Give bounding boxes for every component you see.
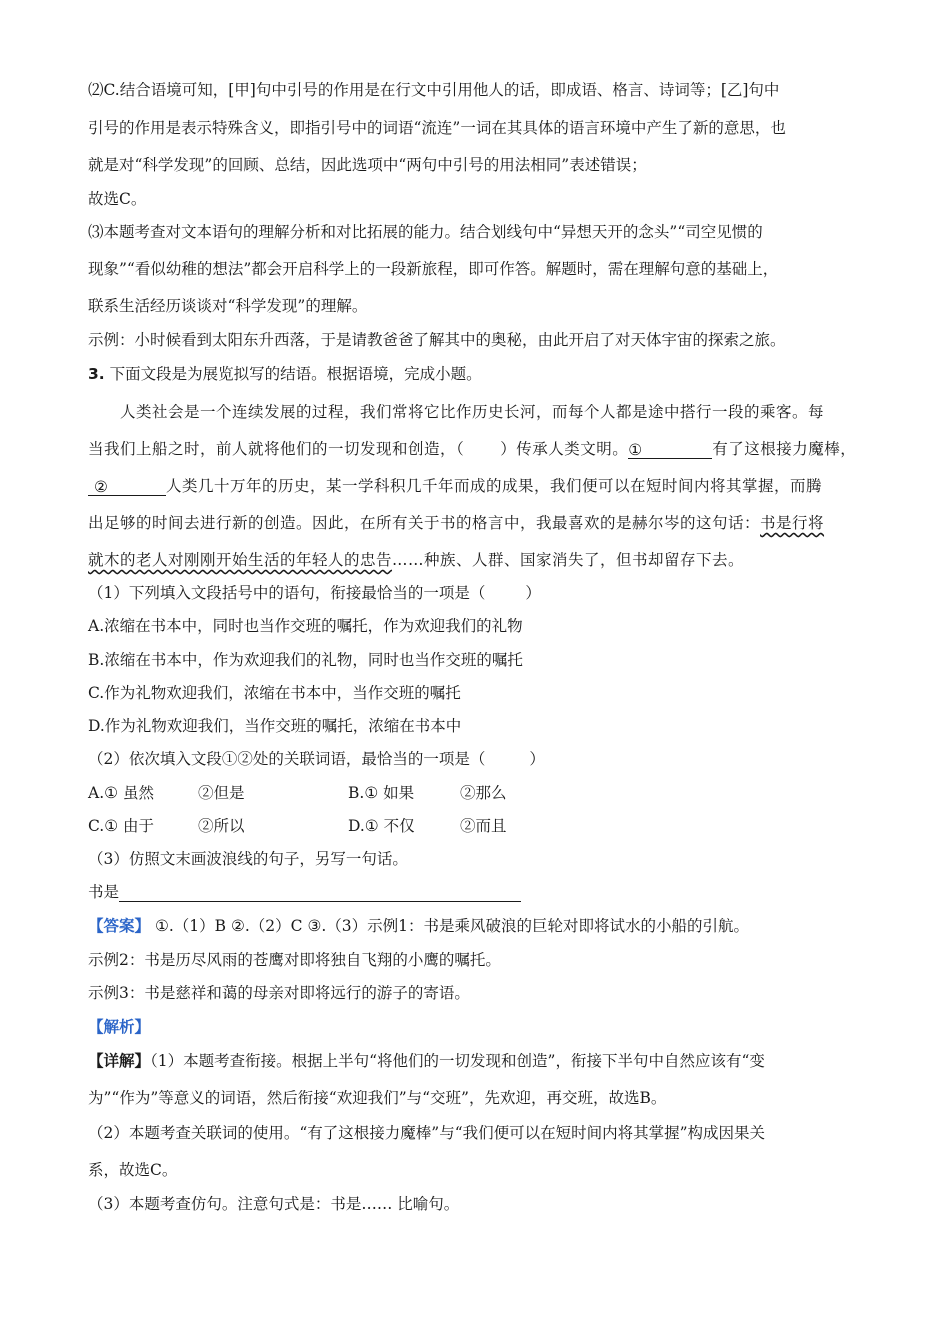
- sub1-option-b: B.浓缩在书本中，作为欢迎我们的礼物，同时也当作交班的嘱托: [88, 651, 523, 669]
- blank-1: ①: [628, 440, 712, 459]
- passage-line1: 人类社会是一个连续发展的过程，我们常将它比作历史长河，而每个人都是途中搭行一段的乘客。每: [120, 403, 825, 421]
- passage-text: 人类几十万年的历史，某一学科积几千年而成的成果，我们便可以在短时间内将其掌握，而腾: [166, 477, 823, 495]
- passage-text: 出足够的时间去进行新的创造。因此，在所有关于书的格言中，我最喜欢的是赫尔岑的这句话：: [88, 514, 761, 532]
- answer-label: 【答案】: [88, 916, 151, 935]
- passage-text: ）传承人类文明。: [500, 440, 629, 458]
- sub1-option-a: A.浓缩在书本中，同时也当作交班的嘱托，作为欢迎我们的礼物: [88, 617, 523, 635]
- passage-line2: [88, 439, 856, 459]
- q2-p3-line1: ⑶本题考查对文本语句的理解分析和对比拓展的能力。结合划线句中“异想天开的念头”“司空见惯的: [88, 223, 763, 241]
- detail-line1: 【详解】（1）本题考查衔接。根据上半句“将他们的一切发现和创造”，衔接下半句中自然应该有“变: [88, 1051, 765, 1070]
- q2-p2-line2: 引号的作用是表示特殊含义，即指引号中的词语“流连”一词在其具体的语言环境中产生了新的意思，也: [88, 119, 786, 137]
- sub2-options-row1: [88, 783, 507, 803]
- q2-p3-example: 示例：小时候看到太阳东升西落，于是请教爸爸了解其中的奥秘，由此开启了对天体宇宙的探索之旅。: [88, 331, 786, 349]
- answer-block: 【答案】 ①.（1）B ②.（2）C ③.（3）示例1：书是乘风破浪的巨轮对即将试水的小船的引航。: [88, 916, 749, 935]
- detail-line2: 为”“作为”等意义的词语，然后衔接“欢迎我们”与“交班”，先欢迎，再交班，故选B。: [88, 1089, 667, 1107]
- sub2-option-a1: A.① 虽然: [88, 784, 154, 802]
- passage-line5: [88, 550, 744, 570]
- q2-p2-line3: 就是对“科学发现”的回顾、总结，因此选项中“两句中引号的用法相同”表述错误；: [88, 156, 647, 174]
- sub3-answer-line: 书是: [88, 882, 521, 902]
- passage-line3: [88, 476, 822, 496]
- q2-p3-line3: 联系生活经历谈谈对“科学发现”的理解。: [88, 297, 368, 315]
- detail-3-line1: （3）本题考查仿句。注意句式是：书是…… 比喻句。: [88, 1195, 460, 1213]
- q2-p2-line1: ⑵C.结合语境可知，[甲]句中引号的作用是在行文中引用他人的话，即成语、格言、诗词等；[乙]句中: [88, 81, 780, 99]
- blank-2: ②: [88, 477, 166, 496]
- wavy-quote: 书是行将: [760, 514, 825, 532]
- answer-example-2: 示例2：书是历尽风雨的苍鹰对即将独自飞翔的小鹰的嘱托。: [88, 951, 501, 969]
- passage-text: 有了这根接力魔棒，: [712, 440, 857, 458]
- passage-text: 当我们上船之时，前人就将他们的一切发现和创造，（: [88, 440, 465, 458]
- sub1-stem: （1）下列填入文段括号中的语句，衔接最恰当的一项是（ ）: [88, 584, 541, 602]
- passage-line4: [88, 513, 824, 533]
- sub2-option-d1: D.① 不仅: [348, 817, 415, 835]
- detail-2-line2: 系，故选C。: [88, 1161, 178, 1179]
- q3-heading: [88, 364, 482, 384]
- sub2-option-a2: ②但是: [198, 784, 245, 802]
- wavy-quote: 就木的老人对刚刚开始生活的年轻人的忠告: [88, 551, 393, 569]
- detail-2-line1: （2）本题考查关联词的使用。“有了这根接力魔棒”与“我们便可以在短时间内将其掌握”构成因果关: [88, 1124, 766, 1142]
- q2-p3-line2: 现象”“看似幼稚的想法”都会开启科学上的一段新旅程，即可作答。解题时，需在理解句意的基础上，: [88, 260, 779, 278]
- analysis-label: 【解析】: [88, 1017, 151, 1036]
- q2-p2-answer: 故选C。: [88, 190, 147, 208]
- sub2-stem: （2）依次填入文段①②处的关联词语，最恰当的一项是（ ）: [88, 750, 545, 768]
- answer-blank: [119, 883, 521, 902]
- detail-label: 【详解】: [88, 1051, 151, 1070]
- sub2-option-c2: ②所以: [198, 817, 245, 835]
- sub2-option-b1: B.① 如果: [348, 784, 415, 802]
- passage-text: ……种族、人群、国家消失了，但书却留存下去。: [392, 551, 745, 569]
- sub2-option-d2: ②而且: [460, 817, 507, 835]
- question-number: 3.: [88, 365, 105, 383]
- sub2-option-c1: C.① 由于: [88, 817, 155, 835]
- sub3-stem: （3）仿照文末画波浪线的句子，另写一句话。: [88, 850, 408, 868]
- sub1-option-c: C.作为礼物欢迎我们，浓缩在书本中，当作交班的嘱托: [88, 684, 461, 702]
- sub1-option-d: D.作为礼物欢迎我们，当作交班的嘱托，浓缩在书本中: [88, 717, 462, 735]
- question-stem: 下面文段是为展览拟写的结语。根据语境，完成小题。: [109, 365, 482, 383]
- answer-example-3: 示例3：书是慈祥和蔼的母亲对即将远行的游子的寄语。: [88, 984, 470, 1002]
- sub2-options-row2: [88, 816, 507, 836]
- sub2-option-b2: ②那么: [460, 784, 507, 802]
